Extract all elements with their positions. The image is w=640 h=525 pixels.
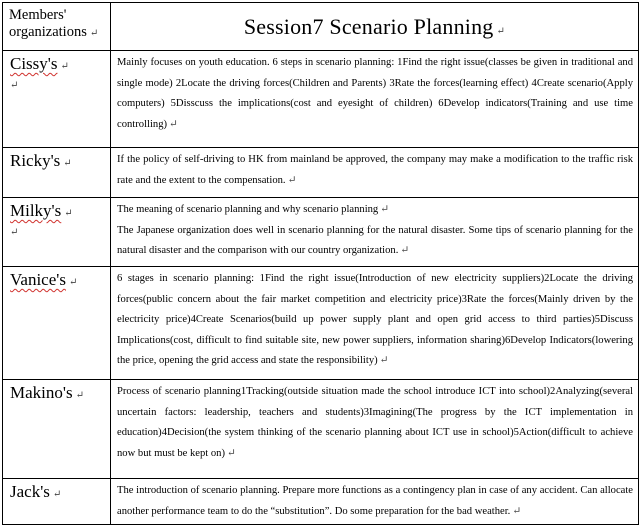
paragraph-mark-icon: ↵ bbox=[10, 227, 19, 238]
member-description-cell bbox=[111, 51, 639, 148]
member-description-cell bbox=[111, 267, 639, 380]
member-description: The introduction of scenario planning. Prepare more functions as a contingency plan in case of any accident. Can allocate another performance team to do the “substitution”. Do some preparation for the bad weather. bbox=[117, 485, 633, 517]
table-row bbox=[3, 479, 639, 525]
member-name: Ricky's bbox=[10, 151, 61, 170]
member-description-line1: The meaning of scenario planning and why scenario planning bbox=[117, 204, 379, 215]
paragraph-mark-icon: ↵ bbox=[169, 118, 178, 130]
paragraph-mark-icon: ↵ bbox=[89, 28, 99, 39]
table-row bbox=[3, 267, 639, 380]
table-row bbox=[3, 51, 639, 148]
member-description-cell bbox=[111, 198, 639, 267]
member-name-cell bbox=[3, 479, 111, 525]
paragraph-mark-icon: ↵ bbox=[68, 277, 78, 288]
paragraph-mark-icon: ↵ bbox=[64, 208, 73, 219]
members-header-cell bbox=[3, 3, 111, 51]
member-name: Makino's bbox=[10, 383, 73, 402]
member-description: If the policy of self-driving to HK from mainland be approved, the company may make a modification to the traffic risk rate and the extent to the compensation. bbox=[117, 154, 633, 186]
paragraph-mark-icon: ↵ bbox=[227, 447, 236, 459]
member-description-cell bbox=[111, 479, 639, 525]
member-name-cell bbox=[3, 267, 111, 380]
table-row bbox=[3, 380, 639, 479]
paragraph-mark-icon: ↵ bbox=[400, 245, 410, 256]
header-row bbox=[3, 3, 639, 51]
paragraph-mark-icon: ↵ bbox=[63, 158, 72, 169]
member-description: Mainly focuses on youth education. 6 steps in scenario planning: 1Find the right issue(classes be given in traditional and single mode) 2Locate the driving forces(Children and Parents) 3Rate the forces(learning effect) 4Create scenario(Apply computers) 5Disscuss the implications(cost and eyesight of children) 6Develop indicators(Training and use time controlling) bbox=[117, 57, 633, 130]
member-name-cell bbox=[3, 148, 111, 198]
paragraph-mark-icon: ↵ bbox=[60, 61, 69, 72]
member-name-cell bbox=[3, 198, 111, 267]
session-table bbox=[2, 2, 639, 525]
page-title: Session7 Scenario Planning bbox=[243, 13, 494, 39]
members-header-line2: organizations bbox=[9, 24, 87, 40]
member-description-cell bbox=[111, 148, 639, 198]
member-name: Jack's bbox=[10, 482, 50, 501]
paragraph-mark-icon: ↵ bbox=[287, 174, 297, 186]
paragraph-mark-icon: ↵ bbox=[10, 80, 19, 91]
member-name: Vanice's bbox=[10, 270, 66, 289]
paragraph-mark-icon: ↵ bbox=[52, 489, 62, 500]
member-description: Process of scenario planning1Tracking(outside situation made the school introduce ICT into school)2Analyzing(several uncertain factors: leadership, teachers and students)3Imagining(The progress by the ICT implementation in education)4Decision(the system thinking of the scenario planning about ICT use in school)5Action(difficult to achieve now but must be kept on) bbox=[117, 386, 633, 459]
table-row bbox=[3, 148, 639, 198]
paragraph-mark-icon: ↵ bbox=[379, 355, 389, 366]
member-name: Milky's bbox=[10, 201, 62, 220]
page-title-cell bbox=[111, 3, 639, 51]
paragraph-mark-icon: ↵ bbox=[380, 204, 390, 215]
member-description-cell bbox=[111, 380, 639, 479]
member-name: Cissy's bbox=[10, 54, 58, 73]
paragraph-mark-icon: ↵ bbox=[75, 390, 84, 401]
member-description: 6 stages in scenario planning: 1Find the right issue(Introduction of new electricity suppliers)2Locate the driving forces(public concern about the fair market competition and electricity price)3Rate the forces(Mainly driven by the electricity price)4Create Scenarios(build up power supply plant and open grid access to third parties)5Discuss Implications(cost, difficult to find suitable site, new power suppliers, information sharing)6Develop Indicators(lowering the price, opening the grid access and state the responsibility) bbox=[117, 273, 633, 366]
paragraph-mark-icon: ↵ bbox=[512, 505, 522, 517]
member-name-cell bbox=[3, 380, 111, 479]
table-row bbox=[3, 198, 639, 267]
members-header-line1: Members' bbox=[9, 7, 67, 23]
paragraph-mark-icon: ↵ bbox=[496, 25, 506, 37]
member-description-line2: The Japanese organization does well in scenario planning for the natural disaster. Some tips of scenario planning for the natural disaster and the comparison with our country organization. bbox=[117, 224, 633, 256]
member-name-cell bbox=[3, 51, 111, 148]
